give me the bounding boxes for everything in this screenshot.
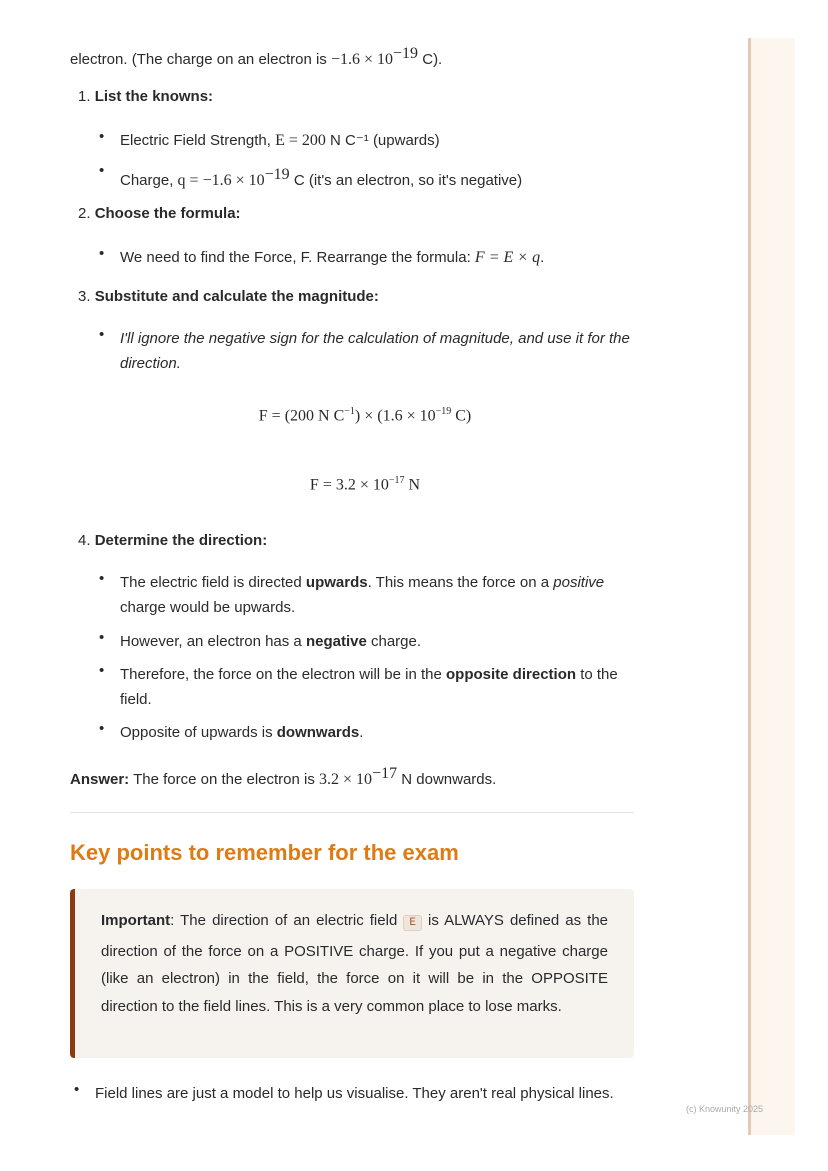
step-4: 4. Determine the direction: [78,532,268,549]
copyright-footer: (c) Knowunity 2025 [686,1104,764,1114]
intro-text: electron. (The charge on an electron is $-1.6 \times 10^{-19}$ C). [70,45,443,68]
step-1: 1. List the knowns: [78,88,214,105]
divider [70,812,634,813]
section-heading: Key points to remember for the exam [70,840,459,865]
equation-1: F = (200 N $C^{-1}) \times (1.6 \times 10^{-19}$ C) [258,406,472,425]
important-callout: Important: The direction of an electric field E is ALWAYS defined as the direction of the force on a POSITIVE charge. If you put a negative charge (like an electron) in the field, the force on it will be in the OPPOSITE direction to the field lines. This is a very common place to lose marks. [70,889,634,1058]
step-3: 3. Substitute and calculate the magnitude: [78,288,379,305]
answer: Answer: The force on the electron is $3.2 \times 10^{-17}$ N downwards. [70,765,497,788]
page-margin-panel [748,38,795,1135]
equation-2: $F = 3.2 \times 10^{-17}$ N [309,475,421,494]
code-e: E [403,915,422,931]
step-2: 2. Choose the formula: [78,205,241,222]
